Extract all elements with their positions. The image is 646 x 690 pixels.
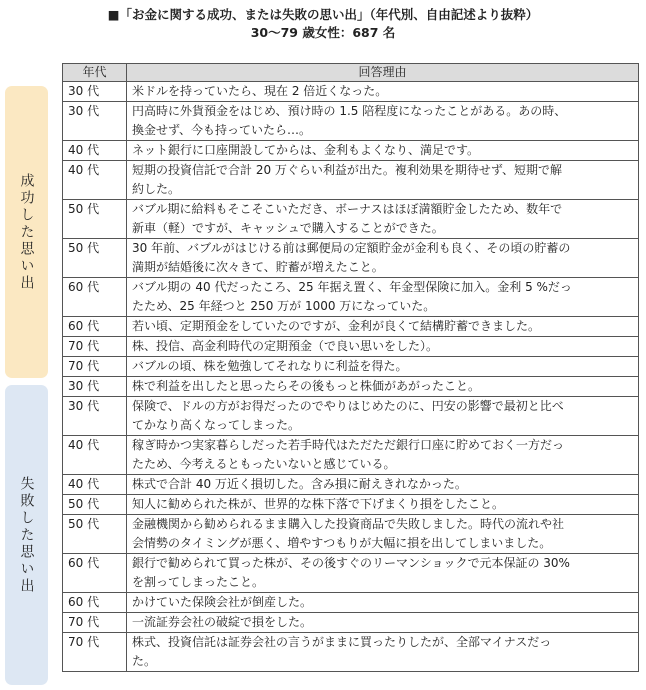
reason-line: 会情勢のタイミングが悪く、増やすつもりが大幅に損を出してしまいました。: [132, 536, 552, 550]
failure-side-label: [5, 385, 48, 685]
failure-row: [63, 436, 639, 475]
reason-line: かけていた保険会社が倒産した。: [132, 595, 313, 609]
reason-cell: [127, 200, 639, 239]
reason-cell: [127, 495, 639, 515]
failure-row: [63, 495, 639, 515]
reason-line: 新車（軽）ですが、キャッシュで購入することができた。: [132, 221, 444, 235]
success-row: [63, 239, 639, 278]
reason-line: た。: [132, 654, 157, 668]
age-cell: 70 代: [63, 357, 127, 377]
reason-line: 金融機関から勧められるまま購入した投資商品で失敗しました。時代の流れや社: [132, 517, 565, 531]
reason-line: 換金せず、今も持っていたら…。: [132, 123, 312, 137]
reason-line: 株式、投資信託は証券会社の言うがままに買ったりしたが、全部マイナスだっ: [132, 635, 552, 649]
reason-cell: [127, 141, 639, 161]
reason-cell: [127, 593, 639, 613]
age-cell: 50 代: [63, 239, 127, 278]
success-row: [63, 102, 639, 141]
age-cell: 70 代: [63, 337, 127, 357]
reason-cell: [127, 357, 639, 377]
reason-cell: [127, 161, 639, 200]
reason-line: を割ってしまったこと。: [132, 575, 265, 589]
reason-cell: [127, 239, 639, 278]
reason-line: 約した。: [132, 182, 181, 196]
reason-line: 一流証券会社の破綻で損をした。: [132, 615, 313, 629]
reason-line: 米ドルを持っていたら、現在 2 倍近くなった。: [132, 84, 388, 98]
reason-line: 若い頃、定期預金をしていたのですが、金利が良くて結構貯蓄できました。: [132, 319, 541, 333]
reason-line: てかなり高くなってしまった。: [132, 418, 301, 432]
reason-line: バブル期に給料もそこそこいただき、ボーナスはほぼ満額貯金したため、数年で: [132, 202, 563, 216]
reason-line: 満期が結婚後に次々きて、貯蓄が増えたこと。: [132, 260, 384, 274]
reason-line: たため、25 年経つと 250 万が 1000 万になっていた。: [132, 299, 436, 313]
failure-row: [63, 613, 639, 633]
document-title: [0, 6, 646, 42]
reason-cell: [127, 337, 639, 357]
age-cell: 70 代: [63, 633, 127, 672]
reason-cell: [127, 317, 639, 337]
success-row: [63, 161, 639, 200]
reason-cell: [127, 475, 639, 495]
failure-label-text: 失敗した思い出: [18, 475, 35, 595]
age-cell: 30 代: [63, 82, 127, 102]
reason-line: 短期の投資信託で合計 20 万ぐらい利益が出た。複利効果を期待せず、短期で解: [132, 163, 562, 177]
failure-row: [63, 475, 639, 495]
age-cell: 40 代: [63, 141, 127, 161]
reason-line: 知人に勧められた株が、世界的な株下落で下げまくり損をしたこと。: [132, 497, 505, 511]
age-cell: 40 代: [63, 436, 127, 475]
reason-cell: [127, 436, 639, 475]
reason-cell: [127, 515, 639, 554]
success-row: [63, 278, 639, 317]
reason-cell: [127, 613, 639, 633]
reason-line: バブル期の 40 代だったころ、25 年据え置く、年金型保険に加入。金利 5 %だっ: [132, 280, 572, 294]
age-cell: 70 代: [63, 613, 127, 633]
table-header-row: [63, 64, 639, 82]
success-label-text: 成功した思い出: [18, 172, 35, 292]
age-cell: 60 代: [63, 593, 127, 613]
failure-row: [63, 554, 639, 593]
age-cell: 30 代: [63, 377, 127, 397]
success-row: [63, 337, 639, 357]
age-cell: 30 代: [63, 397, 127, 436]
reason-line: 株式で合計 40 万近く損切した。含み損に耐えきれなかった。: [132, 477, 467, 491]
age-cell: 50 代: [63, 200, 127, 239]
reason-line: 円高時に外貨預金をはじめ、預け時の 1.5 陪程度になったことがある。あの時、: [132, 104, 567, 118]
reason-cell: [127, 554, 639, 593]
success-row: [63, 357, 639, 377]
success-row: [63, 141, 639, 161]
failure-row: [63, 593, 639, 613]
header-reason: 回答理由: [127, 64, 639, 82]
reason-cell: [127, 278, 639, 317]
failure-row: [63, 633, 639, 672]
failure-row: [63, 377, 639, 397]
reason-line: 稼ぎ時かつ実家暮らしだった若手時代はただただ銀行口座に貯めておく一方だっ: [132, 438, 565, 452]
success-row: [63, 317, 639, 337]
age-cell: 40 代: [63, 475, 127, 495]
table-body: [63, 82, 639, 672]
reason-cell: [127, 82, 639, 102]
reason-line: ネット銀行に口座開設してからは、金利もよくなり、満足です。: [132, 143, 480, 157]
age-cell: 40 代: [63, 161, 127, 200]
failure-row: [63, 397, 639, 436]
age-cell: 60 代: [63, 317, 127, 337]
age-cell: 60 代: [63, 554, 127, 593]
reason-cell: [127, 377, 639, 397]
reason-line: 30 年前、バブルがはじける前は郵便局の定額貯金が金利も良く、その頃の貯蓄の: [132, 241, 571, 255]
header-age: 年代: [63, 64, 127, 82]
age-cell: 60 代: [63, 278, 127, 317]
reason-cell: [127, 633, 639, 672]
reason-line: 保険で、ドルの方がお得だったのでやりはじめたのに、円安の影響で最初と比べ: [132, 399, 564, 413]
title-line-1: ■「お金に関する成功、または失敗の思い出」（年代別、自由記述より抜粋）: [107, 7, 539, 22]
memories-table: [62, 63, 639, 672]
reason-line: バブルの頃、株を勉強してそれなりに利益を得た。: [132, 359, 408, 373]
success-row: [63, 82, 639, 102]
reason-line: 銀行で勧められて買った株が、その後すぐのリーマンショックで元本保証の 30%: [132, 556, 570, 570]
reason-line: 株、投信、高金利時代の定期預金（で良い思いをした）。: [132, 339, 439, 353]
age-cell: 50 代: [63, 495, 127, 515]
reason-cell: [127, 397, 639, 436]
age-cell: 50 代: [63, 515, 127, 554]
reason-cell: [127, 102, 639, 141]
reason-line: たため、今考えるともったいないと感じている。: [132, 457, 396, 471]
success-side-label: [5, 86, 48, 378]
success-row: [63, 200, 639, 239]
reason-line: 株で利益を出したと思ったらその後もっと株価があがったこと。: [132, 379, 481, 393]
age-cell: 30 代: [63, 102, 127, 141]
failure-row: [63, 515, 639, 554]
title-line-2: 30～79 歳女性：687 名: [250, 25, 396, 40]
